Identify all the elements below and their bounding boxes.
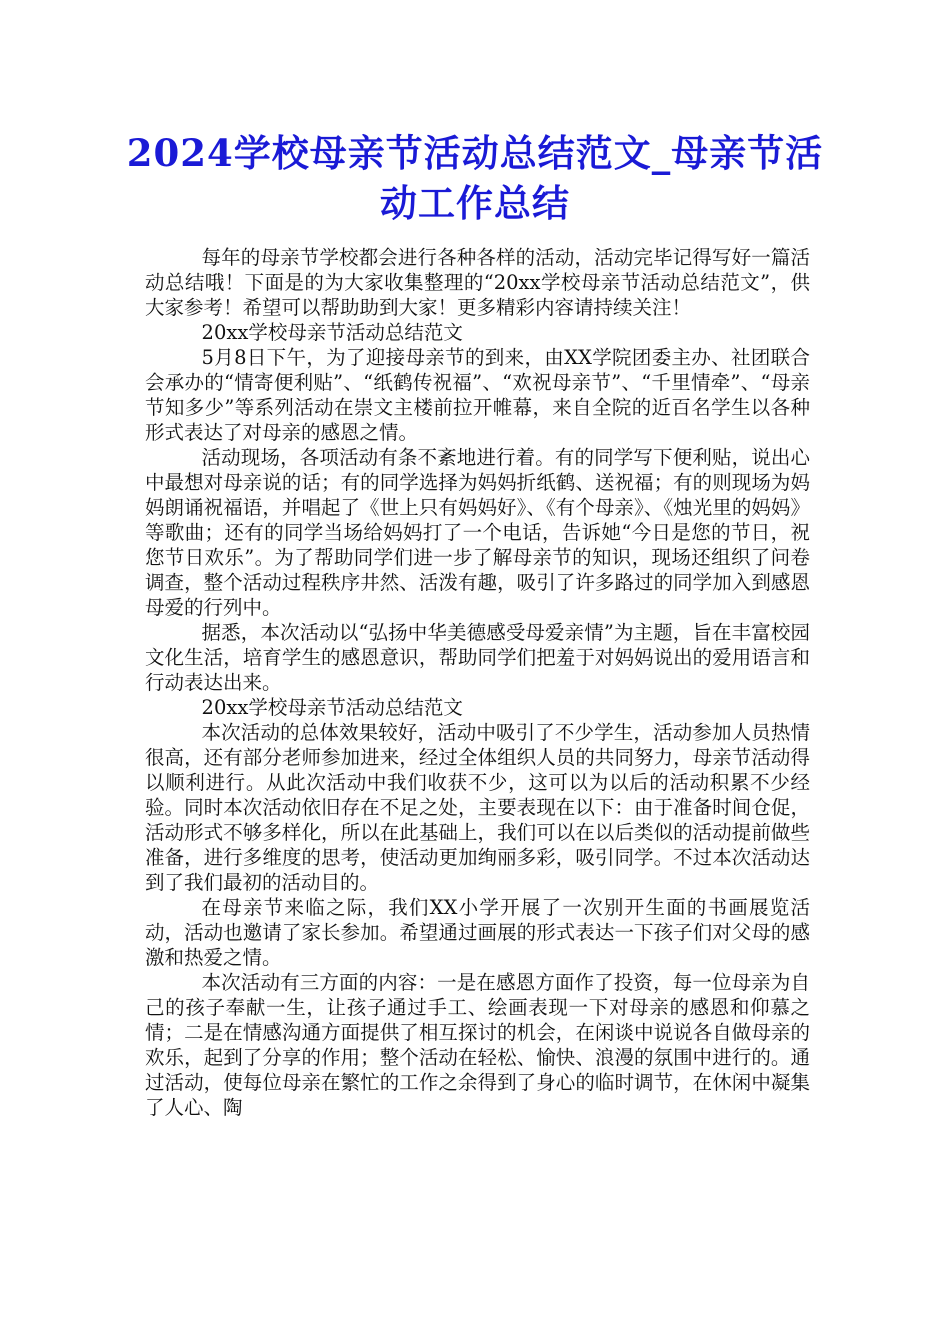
body-paragraph: 本次活动的总体效果较好，活动中吸引了不少学生，活动参加人员热情很高，还有部分老师参加进来，经过全体组织人员的共同努力，母亲节活动得以顺利进行。从此次活动中我们收获不少，这可以为以后的活动积累不少经验。同时本次活动依旧存在不足之处，主要表现在以下：由于准备时间仓促，活动形式不够多样化，所以在此基础上，我们可以在以后类似的活动提前做些准备，进行多维度的思考，使活动更加绚丽多彩，吸引同学。不过本次活动达到了我们最初的活动目的。 [145, 721, 810, 894]
body-paragraph: 本次活动有三方面的内容：一是在感恩方面作了投资，每一位母亲为自己的孩子奉献一生，让孩子通过手工、绘画表现一下对母亲的感恩和仰慕之情；二是在情感沟通方面提供了相互探讨的机会，在闲谈中说说各自做母亲的欢乐，起到了分享的作用；整个活动在轻松、愉快、浪漫的氛围中进行的。通过活动，使每位母亲在繁忙的工作之余得到了身心的临时调节，在休闲中凝集了人心、陶 [145, 971, 810, 1119]
body-paragraph: 据悉，本次活动以“弘扬中华美德感受母爱亲情”为主题，旨在丰富校园文化生活，培育学生的感恩意识，帮助同学们把羞于对妈妈说出的爱用语言和行动表达出来。 [145, 621, 810, 694]
body-paragraph: 活动现场，各项活动有条不紊地进行着。有的同学写下便利贴，说出心中最想对母亲说的话；有的同学选择为妈妈折纸鹤、送祝福；有的则现场为妈妈朗诵祝福语，并唱起了《世上只有妈妈好》、《有个母亲》、《烛光里的妈妈》等歌曲；还有的同学当场给妈妈打了一个电话，告诉她“今日是您的节日，祝您节日欢乐”。为了帮助同学们进一步了解母亲节的知识，现场还组织了问卷调查，整个活动过程秩序井然、活泼有趣，吸引了许多路过的同学加入到感恩母爱的行列中。 [145, 446, 810, 619]
document-title: 2024学校母亲节活动总结范文_母亲节活动工作总结 [126, 131, 824, 225]
intro-paragraph: 每年的母亲节学校都会进行各种各样的活动，活动完毕记得写好一篇活动总结哦！下面是的为大家收集整理的“20xx学校母亲节活动总结范文”，供大家参考！希望可以帮助助到大家！更多精彩内容请持续关注！ [145, 246, 810, 319]
body-paragraph: 在母亲节来临之际，我们XX小学开展了一次别开生面的书画展览活动，活动也邀请了家长参加。希望通过画展的形式表达一下孩子们对父母的感激和热爱之情。 [145, 896, 810, 969]
document-body [145, 245, 810, 1120]
section-heading: 20xx学校母亲节活动总结范文 [201, 696, 463, 719]
section-heading: 20xx学校母亲节活动总结范文 [201, 321, 463, 344]
body-paragraph: 5月8日下午，为了迎接母亲节的到来，由XX学院团委主办、社团联合会承办的“情寄便利贴”、“纸鹤传祝福”、“欢祝母亲节”、“千里情牵”、“母亲节知多少”等系列活动在崇文主楼前拉开帷幕，来自全院的近百名学生以各种形式表达了对母亲的感恩之情。 [145, 346, 810, 444]
